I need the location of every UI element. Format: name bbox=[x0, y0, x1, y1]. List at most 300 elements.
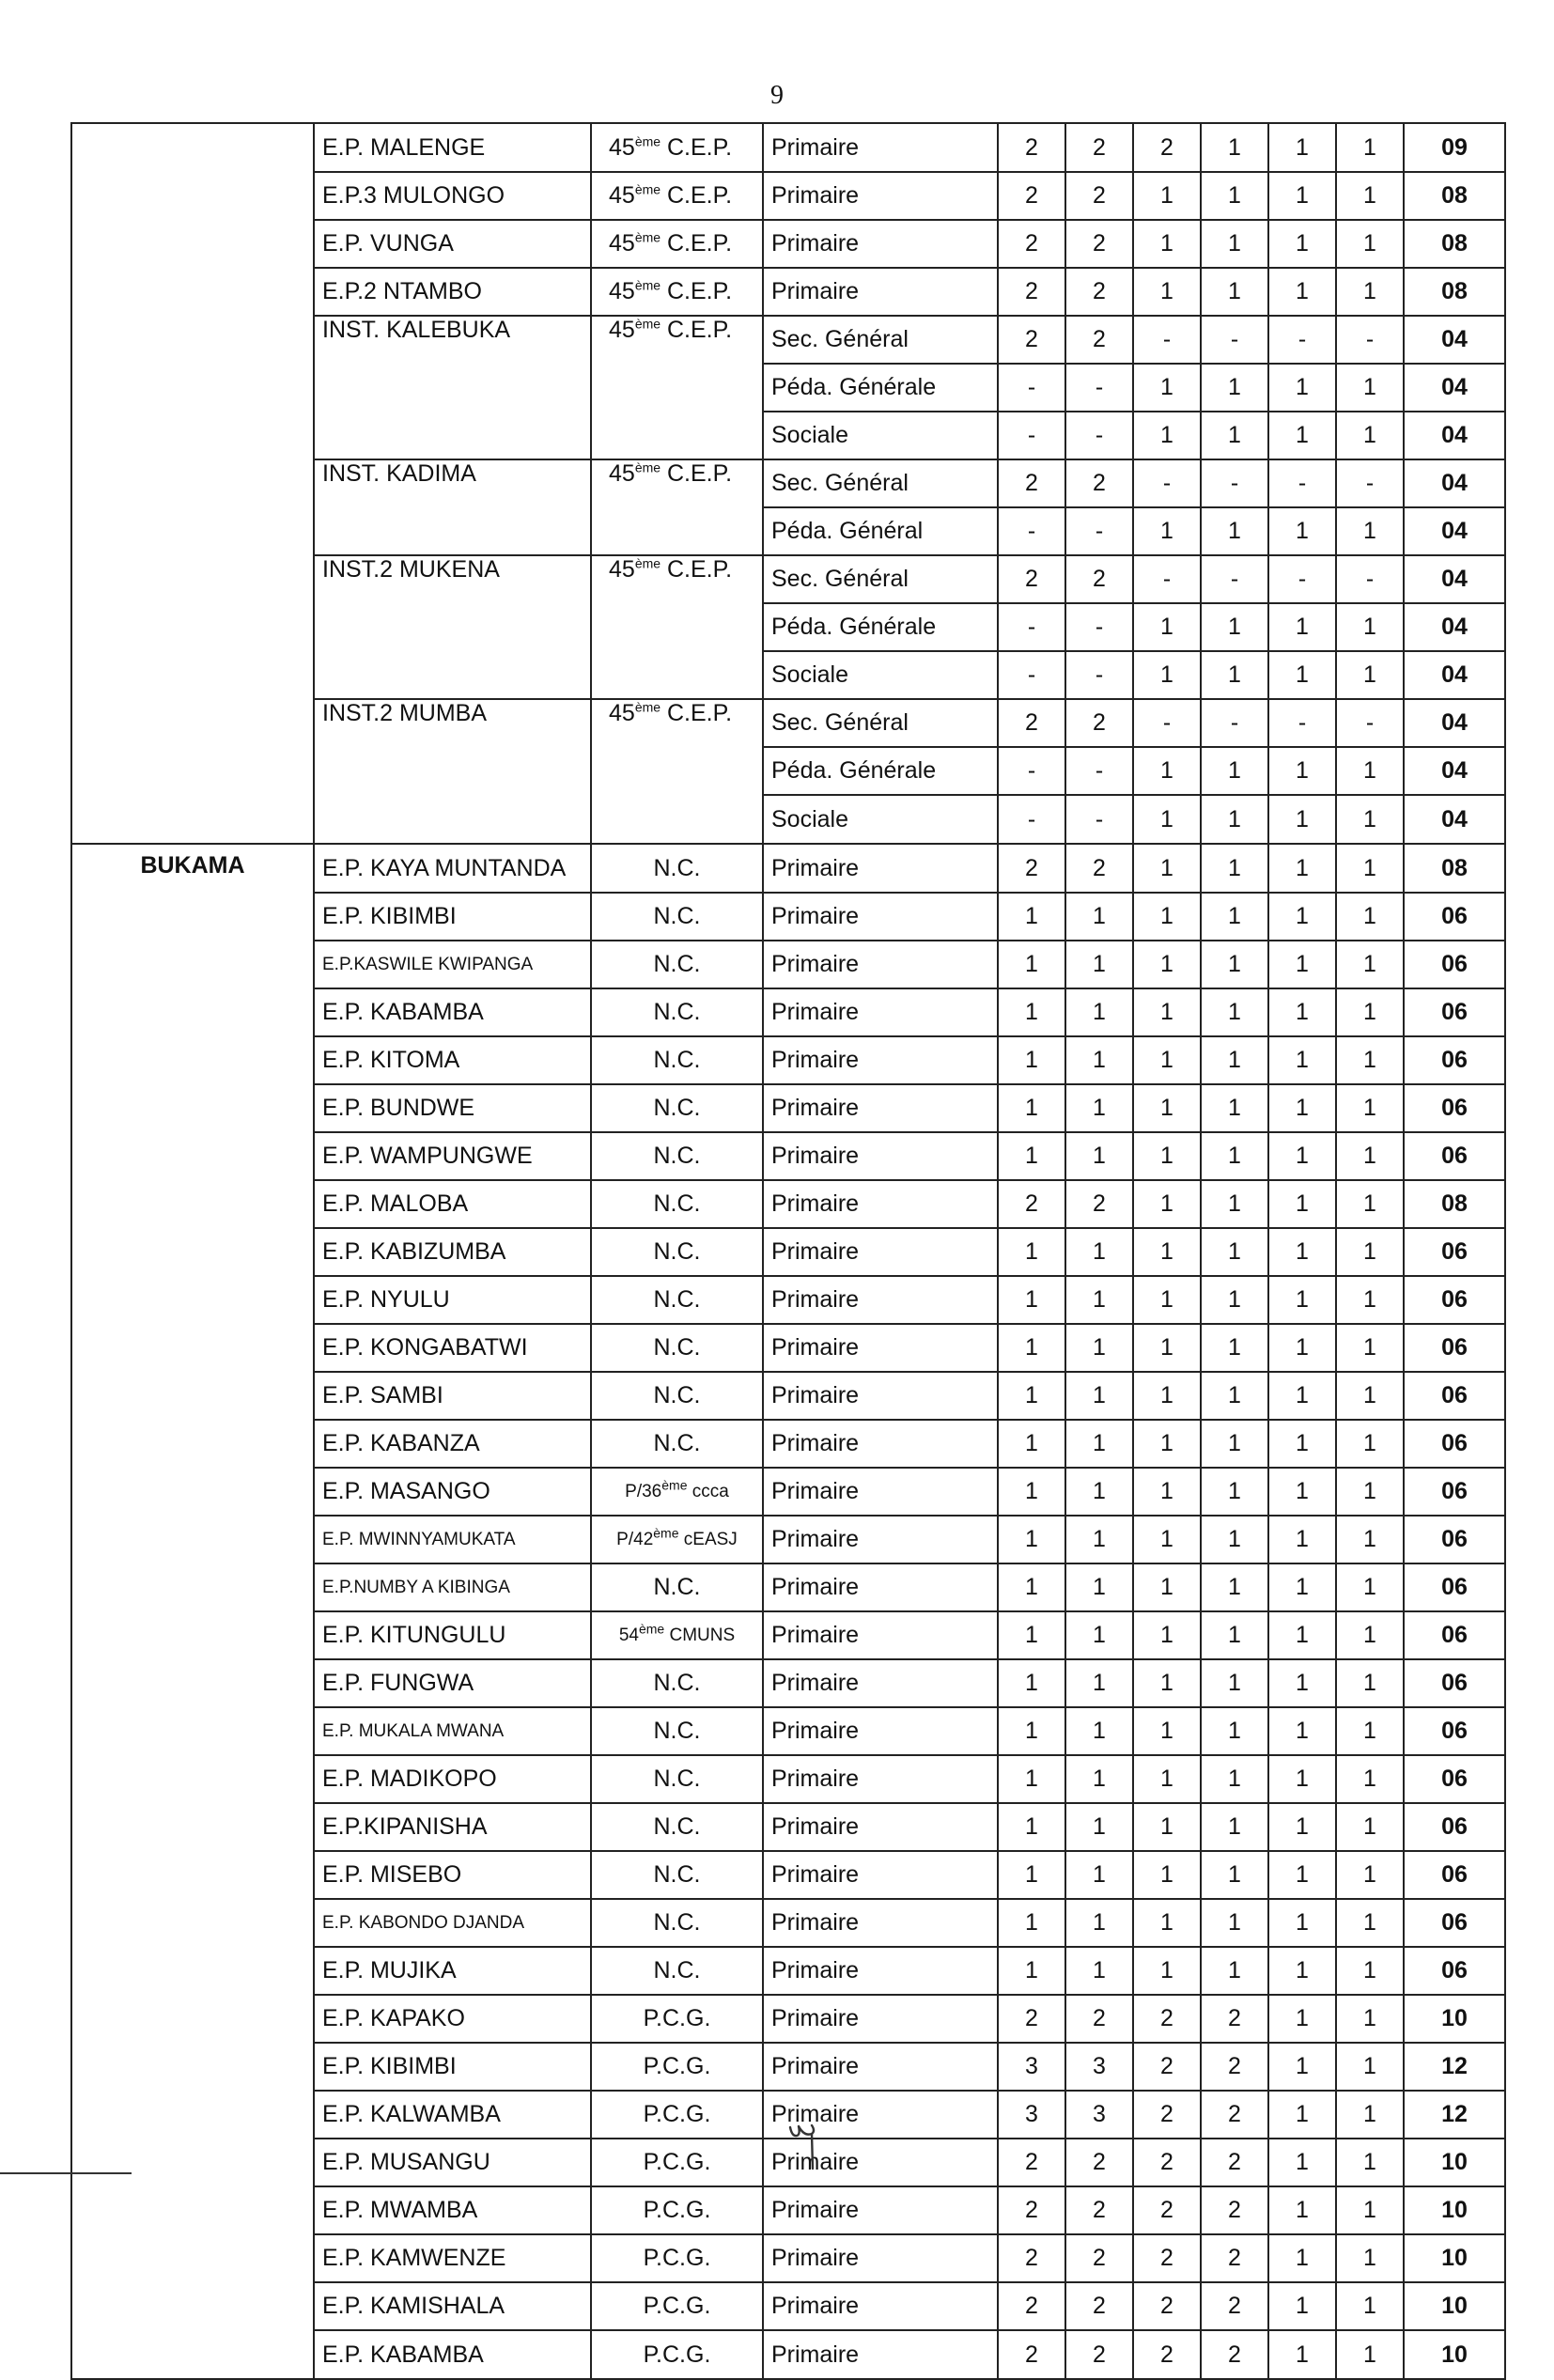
province-cell bbox=[71, 364, 314, 412]
total-cell: 10 bbox=[1404, 2234, 1505, 2282]
class-count-cell: 1 bbox=[1133, 1803, 1201, 1851]
class-count-cell: 1 bbox=[998, 941, 1065, 988]
school-name-cell: E.P. WAMPUNGWE bbox=[314, 1132, 591, 1180]
table-row bbox=[71, 1324, 1505, 1372]
option-cell: Primaire bbox=[763, 1659, 998, 1707]
option-cell: Primaire bbox=[763, 1420, 998, 1468]
option-cell: Primaire bbox=[763, 1324, 998, 1372]
class-count-cell: 2 bbox=[1201, 2186, 1268, 2234]
total-cell: 08 bbox=[1404, 268, 1505, 316]
status-cell bbox=[591, 2186, 763, 2234]
class-count-cell: 1 bbox=[1201, 1276, 1268, 1324]
class-count-cell: - bbox=[1065, 507, 1133, 555]
class-count-cell: 1 bbox=[1268, 1611, 1336, 1659]
status-cell bbox=[591, 1180, 763, 1228]
school-name-cell: E.P. KABONDO DJANDA bbox=[314, 1899, 591, 1947]
table-row bbox=[71, 1563, 1505, 1611]
option-cell: Primaire bbox=[763, 988, 998, 1036]
class-count-cell: 1 bbox=[1268, 1036, 1336, 1084]
class-count-cell: 1 bbox=[1268, 2043, 1336, 2091]
province-cell bbox=[71, 795, 314, 844]
total-cell: 10 bbox=[1404, 2139, 1505, 2186]
class-count-cell: 1 bbox=[1336, 1659, 1404, 1707]
class-count-cell: 1 bbox=[1336, 1851, 1404, 1899]
province-cell bbox=[71, 651, 314, 699]
class-count-cell: 1 bbox=[998, 1276, 1065, 1324]
class-count-cell: 1 bbox=[1336, 507, 1404, 555]
status-cell bbox=[591, 2043, 763, 2091]
table-row bbox=[71, 844, 1505, 893]
class-count-cell: 2 bbox=[1201, 2330, 1268, 2379]
table-row bbox=[71, 1420, 1505, 1468]
province-cell bbox=[71, 316, 314, 364]
province-cell bbox=[71, 1899, 314, 1947]
table-row bbox=[71, 1228, 1505, 1276]
province-cell bbox=[71, 988, 314, 1036]
province-cell bbox=[71, 555, 314, 603]
total-cell: 10 bbox=[1404, 1995, 1505, 2043]
total-cell: 04 bbox=[1404, 651, 1505, 699]
class-count-cell: 1 bbox=[1268, 1084, 1336, 1132]
total-cell: 06 bbox=[1404, 893, 1505, 941]
class-count-cell: - bbox=[998, 603, 1065, 651]
class-count-cell: 1 bbox=[1201, 1084, 1268, 1132]
school-name-cell: E.P. MWAMBA bbox=[314, 2186, 591, 2234]
status-text: P.C.G. bbox=[643, 2053, 711, 2079]
class-count-cell: 1 bbox=[1133, 1372, 1201, 1420]
table-row bbox=[71, 1899, 1505, 1947]
status-superscript: ème bbox=[634, 699, 661, 715]
table-body bbox=[71, 123, 1505, 2379]
class-count-cell: 1 bbox=[1268, 603, 1336, 651]
class-count-cell: 1 bbox=[998, 1755, 1065, 1803]
table-row bbox=[71, 1803, 1505, 1851]
status-text: N.C. bbox=[653, 1095, 701, 1121]
total-cell: 06 bbox=[1404, 1372, 1505, 1420]
school-name-cell: E.P.KASWILE KWIPANGA bbox=[314, 941, 591, 988]
class-count-cell: 2 bbox=[1065, 123, 1133, 172]
province-cell bbox=[71, 1851, 314, 1899]
school-name-cell: E.P. KABAMBA bbox=[314, 2330, 591, 2379]
table-row bbox=[71, 459, 1505, 507]
status-cell bbox=[591, 1755, 763, 1803]
option-cell: Primaire bbox=[763, 268, 998, 316]
class-count-cell: 1 bbox=[998, 1420, 1065, 1468]
class-count-cell: 2 bbox=[1201, 2139, 1268, 2186]
status-text: P.C.G. bbox=[643, 2149, 711, 2175]
status-cell bbox=[591, 893, 763, 941]
class-count-cell: 1 bbox=[1065, 1132, 1133, 1180]
option-cell: Primaire bbox=[763, 1468, 998, 1516]
class-count-cell: 1 bbox=[998, 1324, 1065, 1372]
total-cell: 04 bbox=[1404, 316, 1505, 364]
status-text: P/36 bbox=[625, 1481, 662, 1501]
school-name-cell: E.P. VUNGA bbox=[314, 220, 591, 268]
school-name-cell: E.P. KABIZUMBA bbox=[314, 1228, 591, 1276]
class-count-cell: 1 bbox=[1201, 893, 1268, 941]
class-count-cell: 1 bbox=[1201, 507, 1268, 555]
status-cell bbox=[591, 1324, 763, 1372]
class-count-cell: 1 bbox=[1065, 1563, 1133, 1611]
class-count-cell: 2 bbox=[1133, 2043, 1201, 2091]
total-cell: 04 bbox=[1404, 603, 1505, 651]
class-count-cell: 1 bbox=[1268, 1707, 1336, 1755]
class-count-cell: 1 bbox=[1133, 1084, 1201, 1132]
table-row bbox=[71, 1516, 1505, 1563]
table-row bbox=[71, 2043, 1505, 2091]
class-count-cell: - bbox=[1065, 795, 1133, 844]
status-cell bbox=[591, 1803, 763, 1851]
option-cell: Sec. Général bbox=[763, 316, 998, 364]
status-text: P.C.G. bbox=[643, 2005, 711, 2031]
status-suffix: C.E.P. bbox=[660, 556, 733, 583]
class-count-cell: 1 bbox=[1201, 795, 1268, 844]
class-count-cell: 1 bbox=[1065, 1372, 1133, 1420]
province-cell: BUKAMA bbox=[71, 844, 314, 893]
status-suffix: C.E.P. bbox=[660, 230, 733, 257]
school-name-cell: E.P. MADIKOPO bbox=[314, 1755, 591, 1803]
class-count-cell: 2 bbox=[1065, 699, 1133, 747]
class-count-cell: 2 bbox=[1201, 1995, 1268, 2043]
total-cell: 06 bbox=[1404, 1036, 1505, 1084]
table-row bbox=[71, 1468, 1505, 1516]
class-count-cell: 1 bbox=[1336, 795, 1404, 844]
class-count-cell: 1 bbox=[1268, 651, 1336, 699]
class-count-cell: 1 bbox=[1336, 268, 1404, 316]
class-count-cell: 2 bbox=[1065, 316, 1133, 364]
class-count-cell: - bbox=[998, 795, 1065, 844]
table-row bbox=[71, 1755, 1505, 1803]
table-row bbox=[71, 1276, 1505, 1324]
province-cell bbox=[71, 1420, 314, 1468]
class-count-cell: - bbox=[1268, 459, 1336, 507]
status-text: N.C. bbox=[653, 1670, 701, 1696]
class-count-cell: 1 bbox=[1065, 1707, 1133, 1755]
option-cell: Primaire bbox=[763, 1084, 998, 1132]
school-name-cell: E.P.3 MULONGO bbox=[314, 172, 591, 220]
class-count-cell: 1 bbox=[998, 1707, 1065, 1755]
table-row bbox=[71, 1084, 1505, 1132]
option-cell: Sec. Général bbox=[763, 555, 998, 603]
class-count-cell: 1 bbox=[1201, 1947, 1268, 1995]
status-cell bbox=[591, 1276, 763, 1324]
class-count-cell: 2 bbox=[998, 268, 1065, 316]
status-cell bbox=[591, 1468, 763, 1516]
class-count-cell: 1 bbox=[1201, 1420, 1268, 1468]
option-cell: Primaire bbox=[763, 1132, 998, 1180]
page-number: 9 bbox=[770, 81, 784, 110]
table-row bbox=[71, 988, 1505, 1036]
class-count-cell: 1 bbox=[1065, 1659, 1133, 1707]
table-row bbox=[71, 172, 1505, 220]
status-text: 45 bbox=[609, 182, 635, 209]
class-count-cell: 1 bbox=[998, 988, 1065, 1036]
class-count-cell: 1 bbox=[1201, 412, 1268, 459]
class-count-cell: 1 bbox=[1065, 1516, 1133, 1563]
class-count-cell: 1 bbox=[998, 1516, 1065, 1563]
class-count-cell: 2 bbox=[998, 844, 1065, 893]
class-count-cell: 2 bbox=[1065, 459, 1133, 507]
total-cell: 04 bbox=[1404, 364, 1505, 412]
class-count-cell: 1 bbox=[1065, 1755, 1133, 1803]
status-text: P.C.G. bbox=[643, 2101, 711, 2127]
school-name-cell: E.P. FUNGWA bbox=[314, 1659, 591, 1707]
total-cell: 06 bbox=[1404, 1659, 1505, 1707]
class-count-cell: 1 bbox=[1201, 1324, 1268, 1372]
province-cell bbox=[71, 2330, 314, 2379]
class-count-cell: 1 bbox=[1133, 172, 1201, 220]
class-count-cell: 1 bbox=[1336, 2282, 1404, 2330]
class-count-cell: 1 bbox=[1336, 1707, 1404, 1755]
class-count-cell: 1 bbox=[1336, 1372, 1404, 1420]
class-count-cell: 1 bbox=[1201, 988, 1268, 1036]
class-count-cell: 1 bbox=[1268, 893, 1336, 941]
class-count-cell: 1 bbox=[1268, 507, 1336, 555]
class-count-cell: 2 bbox=[998, 1180, 1065, 1228]
class-count-cell: 1 bbox=[1065, 1899, 1133, 1947]
class-count-cell: 1 bbox=[1133, 1276, 1201, 1324]
class-count-cell: 1 bbox=[1133, 1180, 1201, 1228]
table-row bbox=[71, 1947, 1505, 1995]
class-count-cell: 1 bbox=[1201, 364, 1268, 412]
status-text: P.C.G. bbox=[643, 2197, 711, 2223]
class-count-cell: 1 bbox=[1268, 1563, 1336, 1611]
option-cell: Primaire bbox=[763, 1563, 998, 1611]
class-count-cell: 1 bbox=[1133, 1324, 1201, 1372]
class-count-cell: 2 bbox=[1133, 2234, 1201, 2282]
class-count-cell: 1 bbox=[1336, 2043, 1404, 2091]
school-name-cell: E.P. MUJIKA bbox=[314, 1947, 591, 1995]
school-name-cell: E.P. KONGABATWI bbox=[314, 1324, 591, 1372]
province-cell bbox=[71, 2043, 314, 2091]
total-cell: 06 bbox=[1404, 1516, 1505, 1563]
status-suffix: C.E.P. bbox=[660, 700, 733, 726]
option-cell: Primaire bbox=[763, 1947, 998, 1995]
status-cell bbox=[591, 1947, 763, 1995]
class-count-cell: 1 bbox=[1268, 2330, 1336, 2379]
total-cell: 10 bbox=[1404, 2330, 1505, 2379]
status-superscript: ème bbox=[638, 1621, 665, 1637]
class-count-cell: 1 bbox=[1133, 1899, 1201, 1947]
class-count-cell: 2 bbox=[1065, 1995, 1133, 2043]
class-count-cell: 1 bbox=[998, 1803, 1065, 1851]
province-cell bbox=[71, 220, 314, 268]
class-count-cell: 1 bbox=[998, 1084, 1065, 1132]
total-cell: 08 bbox=[1404, 172, 1505, 220]
class-count-cell: 1 bbox=[1268, 1468, 1336, 1516]
class-count-cell: 1 bbox=[1201, 1516, 1268, 1563]
total-cell: 06 bbox=[1404, 1755, 1505, 1803]
class-count-cell: 1 bbox=[998, 1468, 1065, 1516]
class-count-cell: 1 bbox=[1268, 1132, 1336, 1180]
class-count-cell: 1 bbox=[1133, 1851, 1201, 1899]
status-text: 54 bbox=[618, 1625, 639, 1645]
province-cell bbox=[71, 747, 314, 795]
class-count-cell: 1 bbox=[1133, 1132, 1201, 1180]
class-count-cell: 1 bbox=[1065, 1228, 1133, 1276]
total-cell: 06 bbox=[1404, 1803, 1505, 1851]
table-row bbox=[71, 1995, 1505, 2043]
total-cell: 06 bbox=[1404, 988, 1505, 1036]
class-count-cell: 1 bbox=[998, 1851, 1065, 1899]
class-count-cell: 2 bbox=[1065, 268, 1133, 316]
province-cell bbox=[71, 1516, 314, 1563]
class-count-cell: 2 bbox=[1065, 2186, 1133, 2234]
status-cell bbox=[591, 1420, 763, 1468]
class-count-cell: 1 bbox=[1268, 1180, 1336, 1228]
status-cell bbox=[591, 2330, 763, 2379]
class-count-cell: - bbox=[1201, 555, 1268, 603]
class-count-cell: 1 bbox=[1133, 1659, 1201, 1707]
class-count-cell: 3 bbox=[998, 2043, 1065, 2091]
class-count-cell: 1 bbox=[998, 893, 1065, 941]
class-count-cell: 1 bbox=[1336, 2330, 1404, 2379]
school-name-cell: E.P. MISEBO bbox=[314, 1851, 591, 1899]
total-cell: 09 bbox=[1404, 123, 1505, 172]
table-row bbox=[71, 2186, 1505, 2234]
total-cell: 12 bbox=[1404, 2043, 1505, 2091]
status-superscript: ème bbox=[634, 316, 661, 332]
status-cell bbox=[591, 1659, 763, 1707]
status-text: 45 bbox=[609, 133, 635, 161]
status-cell bbox=[591, 2282, 763, 2330]
school-name-cell: E.P. BUNDWE bbox=[314, 1084, 591, 1132]
total-cell: 06 bbox=[1404, 941, 1505, 988]
table-row bbox=[71, 2282, 1505, 2330]
class-count-cell: 1 bbox=[1268, 2282, 1336, 2330]
total-cell: 04 bbox=[1404, 795, 1505, 844]
class-count-cell: - bbox=[998, 364, 1065, 412]
total-cell: 08 bbox=[1404, 220, 1505, 268]
class-count-cell: 2 bbox=[1065, 555, 1133, 603]
class-count-cell: 1 bbox=[1336, 1132, 1404, 1180]
status-text: N.C. bbox=[653, 1238, 701, 1265]
class-count-cell: 2 bbox=[1065, 1180, 1133, 1228]
school-name-cell: INST. KADIMA bbox=[314, 459, 591, 555]
class-count-cell: 1 bbox=[1065, 893, 1133, 941]
class-count-cell: 1 bbox=[998, 1947, 1065, 1995]
class-count-cell: - bbox=[1133, 699, 1201, 747]
class-count-cell: 2 bbox=[1065, 220, 1133, 268]
class-count-cell: 1 bbox=[1336, 2234, 1404, 2282]
option-cell: Primaire bbox=[763, 2139, 998, 2186]
school-name-cell: E.P. KABANZA bbox=[314, 1420, 591, 1468]
status-text: N.C. bbox=[653, 1766, 701, 1792]
class-count-cell: 1 bbox=[1133, 1228, 1201, 1276]
class-count-cell: 1 bbox=[1336, 747, 1404, 795]
class-count-cell: 1 bbox=[1268, 1324, 1336, 1372]
option-cell: Primaire bbox=[763, 1180, 998, 1228]
option-cell: Péda. Générale bbox=[763, 747, 998, 795]
class-count-cell: 1 bbox=[1133, 220, 1201, 268]
class-count-cell: 1 bbox=[1133, 603, 1201, 651]
class-count-cell: 2 bbox=[1133, 1995, 1201, 2043]
school-name-cell: E.P.2 NTAMBO bbox=[314, 268, 591, 316]
table-row bbox=[71, 2330, 1505, 2379]
class-count-cell: 1 bbox=[1336, 988, 1404, 1036]
status-cell bbox=[591, 988, 763, 1036]
table-row bbox=[71, 220, 1505, 268]
class-count-cell: 2 bbox=[998, 2234, 1065, 2282]
class-count-cell: 1 bbox=[1336, 603, 1404, 651]
class-count-cell: 1 bbox=[1336, 1180, 1404, 1228]
class-count-cell: 1 bbox=[1133, 507, 1201, 555]
province-cell bbox=[71, 2139, 314, 2186]
province-cell bbox=[71, 1707, 314, 1755]
status-text: N.C. bbox=[653, 999, 701, 1025]
class-count-cell: 1 bbox=[1336, 1803, 1404, 1851]
province-cell bbox=[71, 507, 314, 555]
option-cell: Primaire bbox=[763, 1611, 998, 1659]
class-count-cell: 1 bbox=[1133, 1707, 1201, 1755]
table-row bbox=[71, 1372, 1505, 1420]
status-text: N.C. bbox=[653, 1430, 701, 1456]
total-cell: 12 bbox=[1404, 2091, 1505, 2139]
class-count-cell: - bbox=[1268, 699, 1336, 747]
class-count-cell: 1 bbox=[1133, 651, 1201, 699]
class-count-cell: 2 bbox=[1201, 2282, 1268, 2330]
option-cell: Primaire bbox=[763, 2234, 998, 2282]
status-cell bbox=[591, 1036, 763, 1084]
status-text: N.C. bbox=[653, 1047, 701, 1073]
total-cell: 06 bbox=[1404, 1851, 1505, 1899]
class-count-cell: 1 bbox=[1336, 2186, 1404, 2234]
class-count-cell: 2 bbox=[998, 2330, 1065, 2379]
class-count-cell: 1 bbox=[1268, 1420, 1336, 1468]
class-count-cell: 1 bbox=[1133, 844, 1201, 893]
class-count-cell: 1 bbox=[1133, 1516, 1201, 1563]
class-count-cell: 1 bbox=[1065, 1420, 1133, 1468]
total-cell: 06 bbox=[1404, 1468, 1505, 1516]
class-count-cell: 1 bbox=[1336, 412, 1404, 459]
option-cell: Primaire bbox=[763, 1899, 998, 1947]
status-suffix: C.E.P. bbox=[660, 182, 733, 209]
class-count-cell: 2 bbox=[998, 172, 1065, 220]
status-text: P.C.G. bbox=[643, 2245, 711, 2271]
class-count-cell: - bbox=[1133, 555, 1201, 603]
class-count-cell: 1 bbox=[1133, 1755, 1201, 1803]
option-cell: Primaire bbox=[763, 1276, 998, 1324]
class-count-cell: 1 bbox=[1268, 1659, 1336, 1707]
status-text: 45 bbox=[609, 700, 635, 726]
school-name-cell: E.P. KAMWENZE bbox=[314, 2234, 591, 2282]
status-text: P.C.G. bbox=[643, 2293, 711, 2319]
school-name-cell: E.P. MWINNYAMUKATA bbox=[314, 1516, 591, 1563]
status-superscript: ème bbox=[653, 1525, 679, 1541]
school-name-cell: E.P. KAYA MUNTANDA bbox=[314, 844, 591, 893]
option-cell: Primaire bbox=[763, 1851, 998, 1899]
class-count-cell: 1 bbox=[998, 1563, 1065, 1611]
status-cell bbox=[591, 555, 763, 699]
class-count-cell: 2 bbox=[998, 555, 1065, 603]
class-count-cell: 1 bbox=[1268, 844, 1336, 893]
class-count-cell: 1 bbox=[1268, 795, 1336, 844]
class-count-cell: 1 bbox=[1201, 1228, 1268, 1276]
status-cell bbox=[591, 1084, 763, 1132]
option-cell: Primaire bbox=[763, 123, 998, 172]
class-count-cell: 2 bbox=[1201, 2091, 1268, 2139]
class-count-cell: 1 bbox=[1268, 1947, 1336, 1995]
status-cell bbox=[591, 699, 763, 844]
province-cell bbox=[71, 1084, 314, 1132]
class-count-cell: 1 bbox=[1065, 1851, 1133, 1899]
class-count-cell: - bbox=[1268, 316, 1336, 364]
status-cell bbox=[591, 1228, 763, 1276]
class-count-cell: 1 bbox=[1336, 651, 1404, 699]
school-name-cell: E.P. KALWAMBA bbox=[314, 2091, 591, 2139]
class-count-cell: 1 bbox=[1201, 1180, 1268, 1228]
class-count-cell: 1 bbox=[1201, 1468, 1268, 1516]
